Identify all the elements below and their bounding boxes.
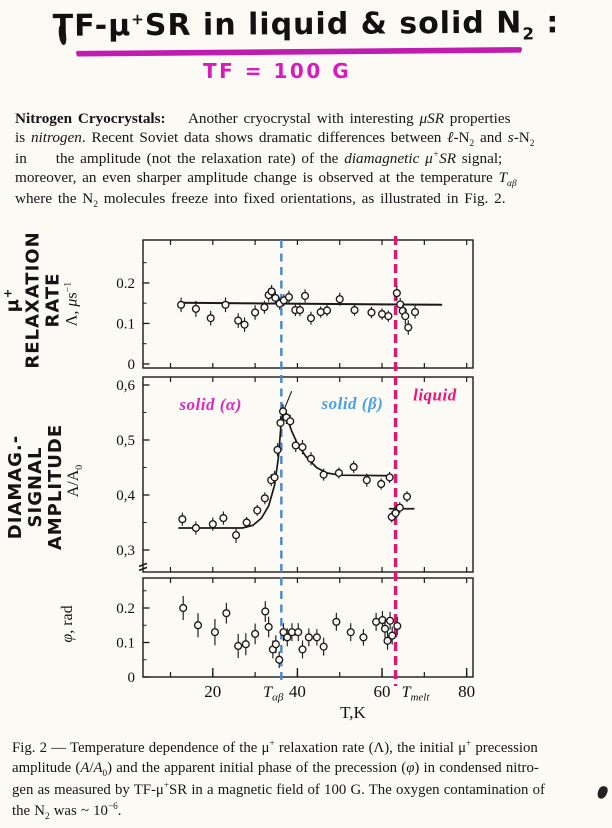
x-tick-label: 80 [458,682,476,701]
data-point [209,521,216,528]
x-tick-label: 20 [204,682,222,701]
data-point [235,643,242,650]
fit-line [285,392,292,409]
data-point [389,632,396,639]
data-point [308,455,315,462]
data-point [262,608,269,615]
ylabel-phase-unit: φ, rad [59,605,76,643]
data-point [405,324,412,331]
data-point [277,420,284,427]
data-point [212,629,219,636]
y-tick-label: 0.1 [116,635,135,652]
intro-paragraph [15,110,611,212]
fit-line [179,411,390,528]
field-strength-value: TF = 100 G [203,59,352,83]
data-point [299,646,306,653]
paragraph-line: in the amplitude (not the relaxation rate) of the diamagnetic μ+SR signal; [15,150,503,168]
data-point [347,629,354,636]
paragraph-line: is nitrogen. Recent Soviet data shows dramatic differences between $\ell-N_2$ and $s-N_2$ [15,128,535,149]
x-axis-title: T,K [340,703,366,722]
data-point [368,309,375,316]
phase-region-label: liquid [413,385,457,405]
y-tick-label: 0,4 [116,487,135,504]
y-tick-label: 0.2 [116,601,135,618]
data-relaxation-rate [178,285,442,335]
data-point [394,623,401,630]
data-point [254,507,261,514]
data-point [360,634,367,641]
page-title: TF-μ+SR in liquid & solid $N_2$ : [52,5,560,44]
data-point [241,321,248,328]
phase-region-label: solid (α) [179,395,242,415]
phase-region-label: solid (β) [321,394,384,414]
x-tick-label: 60 [373,682,391,701]
caption-line: the $N_2$ was ~ $10^{-6}$. [12,801,122,822]
caption-line: gen as measured by TF-μ+SR in a magnetic field of 100 G. The oxygen contamination of [12,779,545,798]
data-point [350,464,357,471]
data-point [302,292,309,299]
data-point [261,495,268,502]
data-point [220,515,227,522]
data-point [235,317,242,324]
data-point [305,634,312,641]
data-point [295,629,302,636]
data-point [243,519,250,526]
title-underline [76,47,522,54]
data-point [297,307,304,314]
data-point [192,525,199,532]
data-point [274,446,281,453]
data-point [272,641,279,648]
data-point [207,315,214,322]
data-point [261,304,268,311]
data-point [233,532,240,539]
data-point [276,656,283,663]
data-point [386,474,393,481]
data-point [192,305,199,312]
data-point [242,641,249,648]
figure-2-chart [95,228,505,728]
data-point [252,630,259,637]
ylabel-amplitude-unit: $A/A_0$ [64,464,86,498]
y-tick-label: 0,3 [116,542,135,559]
data-point [222,301,229,308]
data-point [363,477,370,484]
data-point [382,625,389,632]
data-point [387,617,394,624]
caption-line: amplitude $(A/A_0)$ and the apparent initial phase of the precession (φ) in condensed nitro- [12,759,539,778]
data-point [180,605,187,612]
data-point [195,622,202,629]
y-tick-label: 0,5 [116,432,135,449]
data-point [223,610,230,617]
data-point [378,481,385,488]
figure-caption [12,737,608,822]
data-point [385,313,392,320]
y-tick-label: 0.1 [116,316,135,333]
paragraph-line: where the $N_2$ molecules freeze into fixed orientations, as illustrated in Fig. 2. [15,190,506,211]
x-special-label: $T_{melt}$ [401,684,430,704]
data-point [320,643,327,650]
data-point [404,493,411,500]
data-point [393,290,400,297]
data-point [320,471,327,478]
y-tick-label: 0,6 [116,377,135,394]
y-tick-label: 0 [127,670,135,686]
data-point [271,474,278,481]
caption-line: Fig. 2 — Temperature dependence of the μ+ relaxation rate (Λ), the initial μ+ precession [12,738,538,756]
data-point [299,444,306,451]
data-point [333,618,340,625]
data-point [335,470,342,477]
data-point [179,516,186,523]
data-point [286,294,293,301]
data-point [396,504,403,511]
y-tick-label: 0 [127,356,135,373]
data-point [292,442,299,449]
data-point [313,634,320,641]
data-point [268,288,275,295]
panel-diamagnetic-amplitude [116,377,473,572]
data-point [178,301,185,308]
paragraph-line: Nitrogen Cryocrystals: Another cryocrystal with interesting μSR properties [15,110,511,127]
x-special-label: $T_{\alpha\beta}$ [263,684,284,704]
data-point [324,307,331,314]
ylabel-relaxation-hand: μ+ RELAXATION RATE [1,231,64,369]
data-point [412,309,419,316]
ylabel-amplitude-hand: DIAMAG.- SIGNAL AMPLITUDE [4,423,67,551]
paragraph-line: moreover, an even sharper amplitude change is observed at the temperature $T_{\alpha\beta}$ [15,168,517,189]
data-point [252,309,259,316]
data-point [351,307,358,314]
data-phase [180,596,401,668]
data-point [336,296,343,303]
ylabel-relaxation-unit: Λ, $\mu s^{-1}$ [62,281,81,327]
data-point [402,313,409,320]
data-diamagnetic-amplitude [178,385,456,542]
data-point [308,315,315,322]
x-tick-label: 40 [288,682,306,701]
data-point [287,418,294,425]
data-point [265,624,272,631]
y-tick-label: 0.2 [116,275,135,292]
